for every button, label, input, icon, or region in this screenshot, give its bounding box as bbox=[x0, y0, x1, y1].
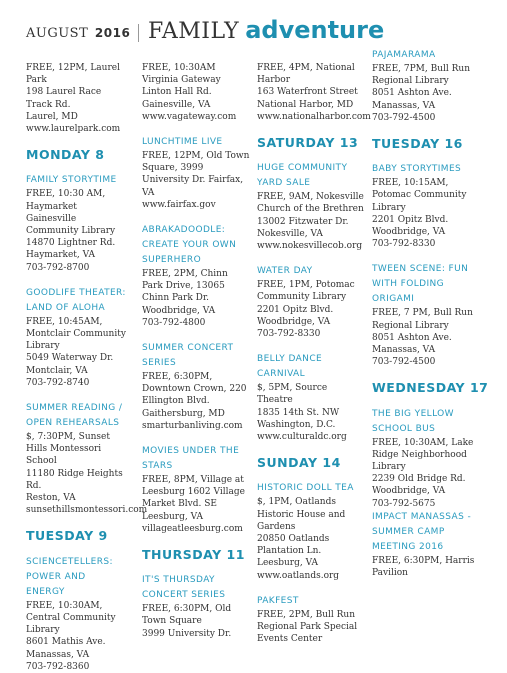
event-details: FREE, 2PM, Bull Run Regional Park Special Events Center bbox=[257, 609, 358, 645]
column-3 bbox=[257, 62, 371, 646]
day-heading: SATURDAY 13 bbox=[257, 135, 359, 151]
title-main: FAMILY bbox=[148, 19, 240, 44]
event-details: FREE, 10:15AM, Potomac Community Library 2201 Opitz Blvd. Woodbridge, VA 703-792-8330 bbox=[372, 178, 467, 250]
event-title: PAKFEST bbox=[257, 595, 299, 606]
page-title bbox=[148, 16, 384, 44]
issue-date bbox=[26, 26, 130, 41]
event-title: WATER DAY bbox=[257, 266, 313, 277]
issue-year: 2016 bbox=[94, 26, 131, 40]
event-details: FREE, 6:30PM, Old Town Square 3999 University Dr. bbox=[142, 604, 232, 639]
day-heading: WEDNESDAY 17 bbox=[372, 380, 489, 396]
event-title: IT'S THURSDAY CONCERT SERIES bbox=[142, 575, 226, 601]
event-details: FREE, 10:45AM, Montclair Community Library 5049 Waterway Dr. Montclair, VA 703-792-8740 bbox=[26, 316, 126, 388]
event-title: ABRAKADOODLE: CREATE YOUR OWN SUPERHERO bbox=[142, 225, 237, 266]
event-title: FAMILY STORYTIME bbox=[26, 175, 117, 186]
page-header bbox=[26, 16, 496, 50]
day-heading: MONDAY 8 bbox=[26, 147, 105, 163]
header-divider bbox=[138, 24, 139, 42]
event-title: MOVIES UNDER THE STARS bbox=[142, 446, 240, 472]
event-details: $, 7:30PM, Sunset Hills Montessori School 11180 Ridge Heights Rd. Reston, VA sunsethillsmontessori.com bbox=[26, 432, 148, 516]
day-heading: TUESDAY 16 bbox=[372, 136, 463, 152]
event-details: FREE, 10:30AM, Lake Ridge Neighborhood Library 2239 Old Bridge Rd. Woodbridge, VA 703-792-5675 bbox=[372, 437, 474, 509]
event-title: TWEEN SCENE: FUN WITH FOLDING ORIGAMI bbox=[372, 264, 469, 305]
event-title: HUGE COMMUNITY YARD SALE bbox=[257, 163, 348, 189]
day-heading: THURSDAY 11 bbox=[142, 547, 245, 563]
event-details: FREE, 10:30AM Virginia Gateway Linton Hall Rd. Gainesville, VA www.vagateway.com bbox=[142, 63, 237, 122]
column-2 bbox=[142, 62, 250, 640]
title-accent: adventure bbox=[245, 16, 385, 44]
event-details: FREE, 9AM, Nokesville Church of the Brethren 13002 Fitzwater Dr. Nokesville, VA www.nokesvillecob.org bbox=[257, 192, 364, 252]
event-title: BELLY DANCE CARNIVAL bbox=[257, 354, 323, 380]
event-details: FREE, 1PM, Potomac Community Library 2201 Opitz Blvd. Woodbridge, VA 703-792-8330 bbox=[257, 280, 355, 340]
day-heading: TUESDAY 9 bbox=[26, 528, 108, 544]
event-details: FREE, 7PM, Bull Run Regional Library 8051 Ashton Ave. Manassas, VA 703-792-4500 bbox=[372, 64, 470, 123]
column-1 bbox=[26, 62, 148, 673]
event-title: PAJAMARAMA bbox=[372, 50, 436, 60]
event-details: $, 1PM, Oatlands Historic House and Gardens 20850 Oatlands Plantation Ln. Leesburg, VA www.oatlands.org bbox=[257, 497, 346, 581]
event-details: FREE, 2PM, Chinn Park Drive, 13065 Chinn Park Dr. Woodbridge, VA 703-792-4800 bbox=[142, 269, 228, 328]
event-title: LUNCHTIME LIVE bbox=[142, 137, 223, 148]
event-details: FREE, 4PM, National Harbor 163 Waterfront Street National Harbor, MD www.nationalharbor.com bbox=[257, 63, 371, 122]
event-title: BABY STORYTIMES bbox=[372, 164, 462, 175]
event-details: FREE, 7 PM, Bull Run Regional Library 8051 Ashton Ave. Manassas, VA 703-792-4500 bbox=[372, 308, 473, 368]
event-title: SUMMER CONCERT SERIES bbox=[142, 343, 234, 369]
event-details: FREE, 6:30PM, Harris Pavilion bbox=[372, 555, 475, 579]
event-title: SUMMER READING / OPEN REHEARSALS bbox=[26, 403, 123, 429]
day-heading: SUNDAY 14 bbox=[257, 455, 341, 471]
event-title: SCIENCETELLERS: POWER AND ENERGY bbox=[26, 556, 113, 597]
event-details: FREE, 12PM, Old Town Square, 3999 University Dr. Fairfax, VA www.fairfax.gov bbox=[142, 151, 250, 210]
event-details: FREE, 10:30AM, Central Community Library 8601 Mathis Ave. Manassas, VA 703-792-8360 bbox=[26, 600, 116, 672]
event-title: IMPACT MANASSAS - SUMMER CAMP MEETING 2016 bbox=[372, 511, 472, 552]
issue-month: AUGUST bbox=[26, 26, 89, 41]
event-details: FREE, 8PM, Village at Leesburg 1602 Village Market Blvd. SE Leesburg, VA villageatleesburg.com bbox=[142, 475, 245, 534]
event-title: HISTORIC DOLL TEA bbox=[257, 483, 354, 494]
event-details: FREE, 10:30 AM, Haymarket Gainesville Community Library 14870 Lightner Rd. Haymarket, VA 703-792-8700 bbox=[26, 189, 116, 273]
event-details: FREE, 6:30PM, Downtown Crown, 220 Ellington Blvd. Gaithersburg, MD smarturbanliving.com bbox=[142, 372, 247, 431]
event-title: THE BIG YELLOW SCHOOL BUS bbox=[372, 408, 454, 434]
event-details: $, 5PM, Source Theatre 1835 14th St. NW Washington, D.C. www.culturaldc.org bbox=[257, 383, 347, 443]
event-title: GOODLIFE THEATER: LAND OF ALOHA bbox=[26, 287, 126, 313]
column-4 bbox=[372, 48, 489, 579]
event-details: FREE, 12PM, Laurel Park 198 Laurel Race Track Rd. Laurel, MD www.laurelpark.com bbox=[26, 63, 121, 135]
